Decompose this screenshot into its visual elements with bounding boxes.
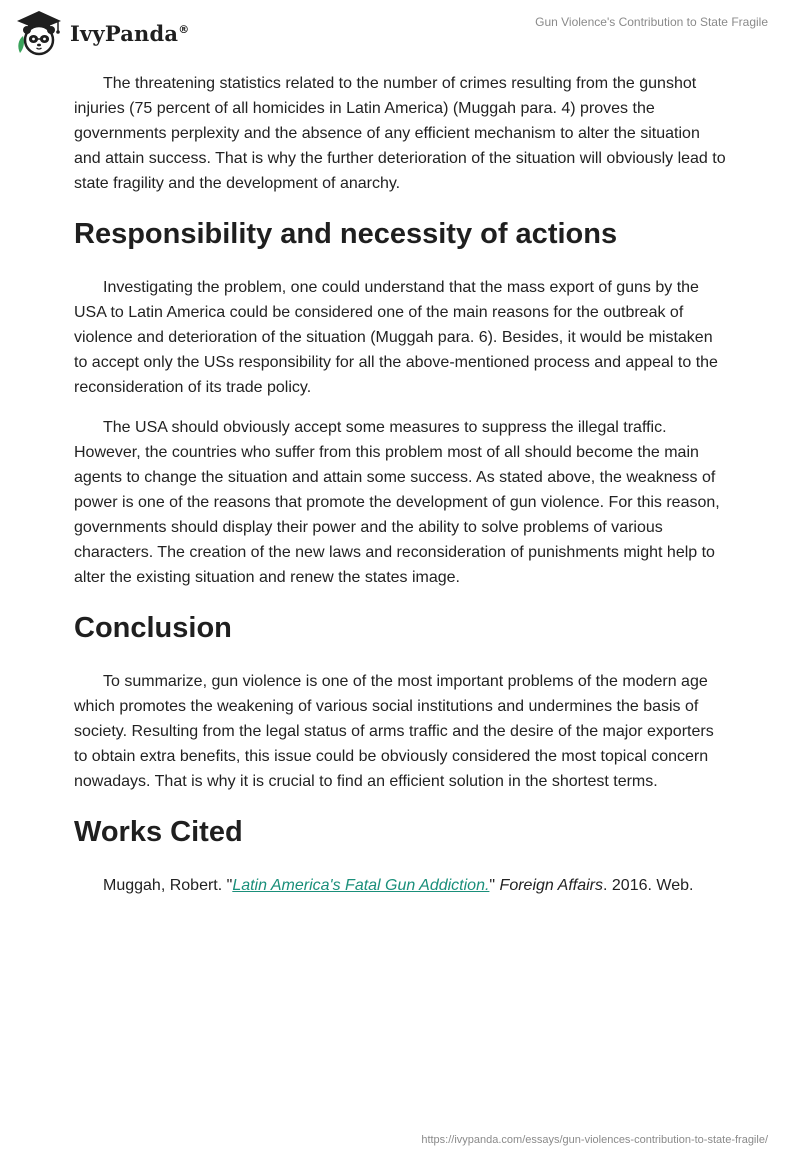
essay-body	[74, 70, 728, 898]
citation-link[interactable]: Latin America's Fatal Gun Addiction.	[232, 877, 490, 894]
registered-mark: ®	[178, 22, 190, 36]
page-header	[0, 0, 800, 70]
citation-journal: Foreign Affairs	[499, 877, 603, 894]
logo-wordmark: IvyPanda®	[70, 20, 190, 46]
citation-entry	[74, 873, 728, 898]
citation-author: Muggah, Robert. "	[103, 877, 233, 894]
paragraph-statistics: The threatening statistics related to the number of crimes resulting from the gunshot injuries (75 percent of all homicides in Latin America) (Muggah para. 4) proves the governments perplexity and the absence of any efficient mechanism to alter the situation and attain success. That is why the further deterioration of the situation will obviously lead to state fragility and the development of anarchy.	[74, 75, 726, 192]
paragraph-export: Investigating the problem, one could understand that the mass export of guns by the USA to Latin America could be considered one of the main reasons for the outbreak of violence and deterioration of the situation (Muggah para. 6). Besides, it would be mistaken to accept only the USs responsibility for all the above-mentioned process and appeal to the reconsideration of its trade policy.	[74, 279, 718, 396]
paragraph-summary: To summarize, gun violence is one of the most important problems of the modern age which promotes the weakening of various social institutions and undermines the basis of society. Resulting from the legal status of arms traffic and the desire of the major exporters to obtain extra benefits, this issue could be obviously considered the most topical concern nowadays. That is why it is crucial to find an efficient solution in the shortest terms.	[74, 673, 714, 790]
heading-works-cited: Works Cited	[74, 816, 243, 848]
citation-quote: "	[489, 877, 500, 894]
citation-tail: . 2016. Web.	[603, 877, 694, 894]
paragraph-measures: The USA should obviously accept some measures to suppress the illegal traffic. However, the countries who suffer from this problem most of all should become the main agents to change the situation and attain some success. As stated above, the weakness of power is one of the reasons that promote the development of gun violence. For this reason, governments should display their power and the ability to solve problems of various characters. The creation of the new laws and reconsideration of punishments might help to alter the existing situation and renew the states image.	[74, 419, 720, 586]
ivypanda-logo[interactable]	[14, 8, 189, 58]
heading-conclusion: Conclusion	[74, 612, 232, 644]
document-title: Gun Violence's Contribution to State Fragile	[535, 15, 768, 29]
footer-url[interactable]: https://ivypanda.com/essays/gun-violences-contribution-to-state-fragile/	[421, 1134, 768, 1146]
heading-responsibility: Responsibility and necessity of actions	[74, 218, 618, 250]
panda-graduate-icon	[14, 9, 64, 57]
